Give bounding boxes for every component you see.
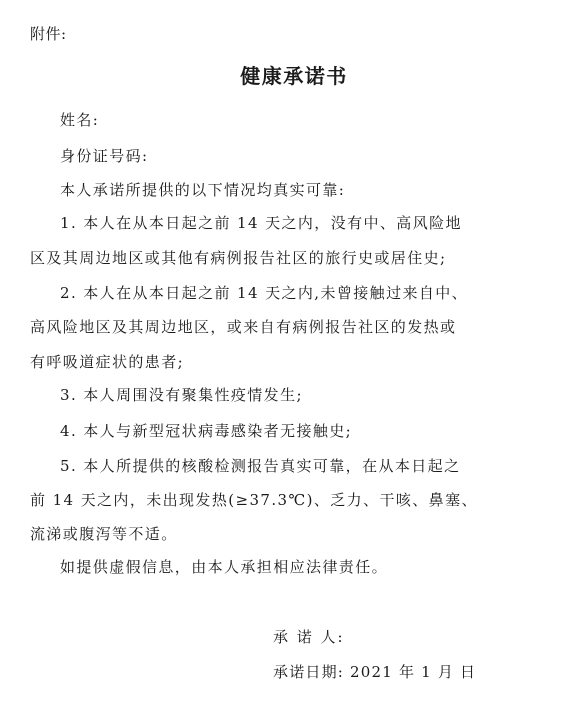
item-2-line-3: 有呼吸道症状的患者; [30, 353, 185, 371]
item-5-line-2: 前 14 天之内，未出现发热(≥37.3℃)、乏力、干咳、鼻塞、 [30, 491, 478, 509]
intro-statement: 本人承诺所提供的以下情况均真实可靠: [60, 181, 346, 199]
signer-label: 承 诺 人: [273, 628, 345, 646]
item-2-line-2: 高风险地区及其周边地区，或来自有病例报告社区的发热或 [30, 318, 457, 336]
name-field-label: 姓名: [60, 111, 100, 129]
document-title: 健康承诺书 [240, 64, 348, 88]
declaration-statement: 如提供虚假信息，由本人承担相应法律责任。 [60, 558, 389, 576]
item-5-line-3: 流涕或腹泻等不适。 [30, 525, 178, 543]
attachment-label: 附件: [30, 25, 67, 43]
commitment-date-label: 承诺日期: 2021 年 1 月 日 [273, 663, 477, 681]
item-3-line-1: 3. 本人周围没有聚集性疫情发生; [60, 386, 303, 404]
id-number-field-label: 身份证号码: [60, 147, 149, 165]
item-5-line-1: 5. 本人所提供的核酸检测报告真实可靠，在从本日起之 [60, 457, 461, 475]
item-1-line-1: 1. 本人在从本日起之前 14 天之内，没有中、高风险地 [60, 214, 462, 232]
item-2-line-1: 2. 本人在从本日起之前 14 天之内,未曾接触过来自中、 [60, 284, 469, 302]
item-1-line-2: 区及其周边地区或其他有病例报告社区的旅行史或居住史; [30, 249, 447, 267]
item-4-line-1: 4. 本人与新型冠状病毒感染者无接触史; [60, 422, 353, 440]
